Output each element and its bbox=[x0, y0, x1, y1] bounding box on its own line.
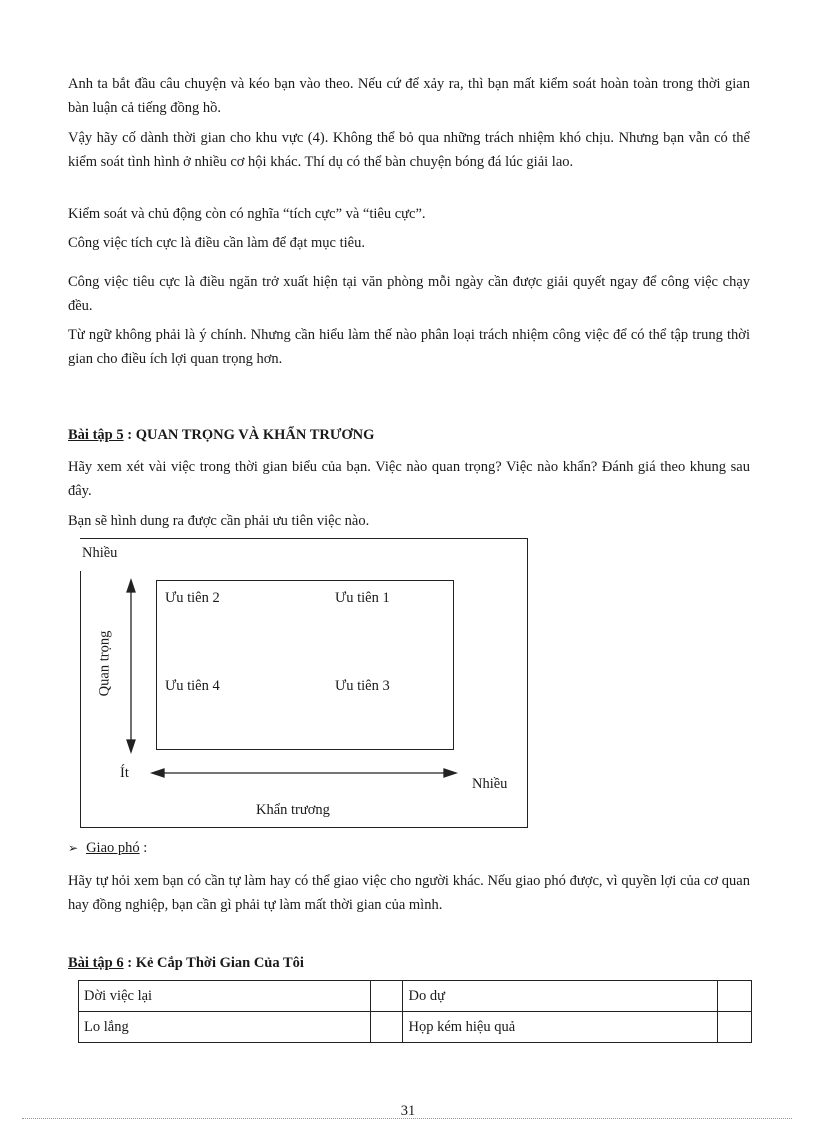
horizontal-axis-label: Khẩn trương bbox=[256, 802, 330, 818]
table-cell: Họp kém hiệu quả bbox=[403, 1012, 717, 1043]
checkbox-cell bbox=[371, 981, 403, 1012]
table-cell: Lo lắng bbox=[79, 1012, 371, 1043]
footer-divider bbox=[22, 1118, 792, 1119]
delegate-heading bbox=[68, 840, 147, 857]
checkbox-cell bbox=[717, 981, 751, 1012]
exercise6-title: Kẻ Cắp Thời Gian Của Tôi bbox=[135, 955, 304, 971]
time-thief-table bbox=[78, 980, 752, 1043]
exercise5-title: QUAN TRỌNG VÀ KHẨN TRƯƠNG bbox=[135, 427, 375, 443]
quadrant-bottom-left: Ưu tiên 4 bbox=[165, 678, 220, 694]
arrow-up-icon bbox=[127, 580, 135, 592]
arrow-right-icon bbox=[444, 769, 456, 777]
delegate-text: Hãy tự hỏi xem bạn có cần tự làm hay có thể giao việc cho người khác. Nếu giao phó được, vì quyền lợi của cơ quan hay đồng nghiệp, bạn cần gì phải tự làm mất thời gian của mình. bbox=[68, 873, 750, 913]
table-row bbox=[79, 981, 752, 1012]
diagram-right-label: Nhiều bbox=[472, 776, 508, 792]
table-cell: Dời việc lại bbox=[79, 981, 371, 1012]
arrow-down-icon bbox=[127, 740, 135, 752]
checkbox-cell bbox=[717, 1012, 751, 1043]
paragraph: Công việc tích cực là điều cần làm để đạt mục tiêu. bbox=[68, 235, 365, 251]
exercise6-sep: : bbox=[123, 955, 136, 971]
paragraph: Từ ngữ không phải là ý chính. Nhưng cần hiểu làm thế nào phân loại trách nhiệm công việc để có thể tập trung thời gian cho điều ích lợi quan trọng hơn. bbox=[68, 327, 750, 367]
page-number: 31 bbox=[400, 1103, 416, 1119]
exercise5-sep: : bbox=[123, 427, 136, 443]
vertical-axis-label: Quan trọng bbox=[96, 630, 113, 697]
quadrant-bottom-right: Ưu tiên 3 bbox=[335, 678, 390, 694]
table-cell: Do dự bbox=[403, 981, 717, 1012]
delegate-suffix: : bbox=[139, 840, 148, 856]
diagram-bottom-left-label: Ít bbox=[120, 765, 129, 781]
exercise6-heading bbox=[68, 955, 304, 972]
paragraph: Kiểm soát và chủ động còn có nghĩa “tích cực” và “tiêu cực”. bbox=[68, 206, 426, 222]
table-row bbox=[79, 1012, 752, 1043]
exercise5-label: Bài tập 5 bbox=[68, 427, 124, 443]
arrow-left-icon bbox=[152, 769, 164, 777]
paragraph: Anh ta bắt đầu câu chuyện và kéo bạn vào theo. Nếu cứ để xảy ra, thì bạn mất kiểm soát hoàn toàn trong thời gian bàn luận cả tiếng đồng hồ. bbox=[68, 76, 750, 116]
diagram-top-left-label: Nhiều bbox=[82, 545, 118, 561]
quadrant-top-right: Ưu tiên 1 bbox=[335, 590, 390, 606]
quadrant-top-left: Ưu tiên 2 bbox=[165, 590, 220, 606]
checkbox-cell bbox=[371, 1012, 403, 1043]
delegate-label: Giao phó bbox=[86, 840, 140, 856]
exercise5-intro: Hãy xem xét vài việc trong thời gian biểu của bạn. Việc nào quan trọng? Việc nào khẩn? Đánh giá theo khung sau đây. bbox=[68, 459, 750, 499]
paragraph: Công việc tiêu cực là điều ngăn trở xuất hiện tại văn phòng mỗi ngày cần được giải quyết ngay để công việc chạy đều. bbox=[68, 274, 750, 314]
arrow-bullet-icon: ➢ bbox=[68, 841, 79, 855]
exercise5-note: Bạn sẽ hình dung ra được cần phải ưu tiên việc nào. bbox=[68, 513, 370, 529]
paragraph: Vậy hãy cố dành thời gian cho khu vực (4). Không thể bỏ qua những trách nhiệm khó chịu. Nhưng bạn vẫn có thể kiểm soát tình hình ở nhiều cơ hội khác. Thí dụ có thể bàn chuyện bóng đá lúc giải lao. bbox=[68, 130, 750, 170]
exercise6-label: Bài tập 6 bbox=[68, 955, 124, 971]
